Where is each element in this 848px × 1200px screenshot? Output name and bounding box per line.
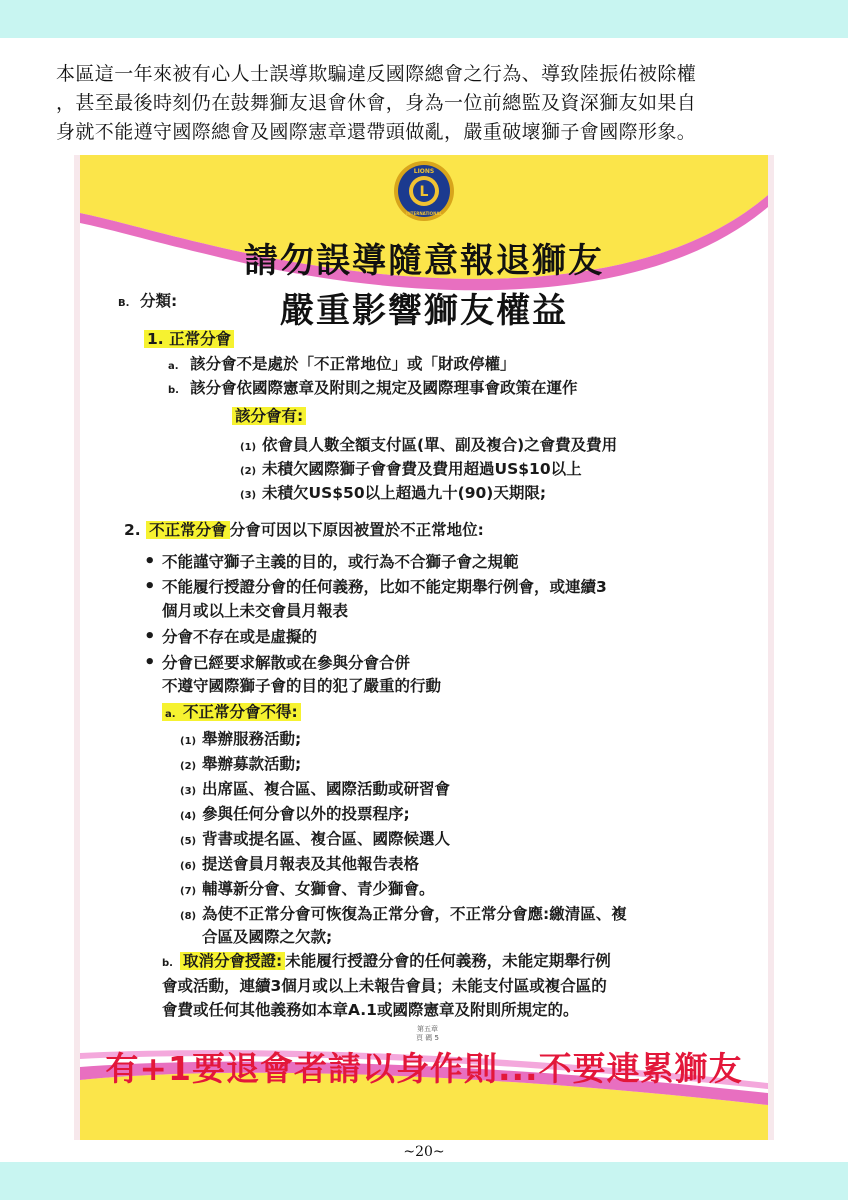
- abnormal-b-line: 會費或任何其他義務如本章A.1或國際憲章及附則所規定的。: [162, 1001, 579, 1019]
- item-text: 舉辦募款活動;: [202, 755, 302, 773]
- intro-line: ，甚至最後時刻仍在鼓舞獅友退會休會，身為一位前總監及資深獅友如果自: [56, 92, 697, 114]
- abnormal-a-item: [180, 753, 301, 778]
- abnormal-a-item-cont: 合區及國際之欠款;: [202, 928, 333, 946]
- b-text: 未能履行授證分會的任何義務，未能定期舉行例: [285, 952, 611, 970]
- poster-slogan: 有+1要退會者請以身作則...不要連累獅友: [105, 1049, 743, 1088]
- logo-bottom-text: INTERNATIONAL: [405, 211, 443, 216]
- item-text: 該分會依國際憲章及附則之規定及國際理事會政策在運作: [190, 379, 578, 397]
- normal-sub-item-1: [240, 434, 617, 459]
- normal-item-b: [168, 377, 578, 402]
- bullet-text: 不能謹守獅子主義的目的，或行為不合獅子會之規範: [162, 553, 519, 571]
- a-title-text: 不正常分會不得:: [183, 703, 298, 721]
- poster-headline-1: 請勿誤導隨意報退獅友: [244, 241, 604, 281]
- item-mark: (2): [240, 466, 257, 477]
- abnormal-bullet-cont: 不遵守國際獅子會的目的犯了嚴重的行動: [162, 677, 442, 695]
- abnormal-bullet: [144, 551, 519, 573]
- abnormal-a-item: [180, 853, 419, 878]
- item-mark: (1): [180, 736, 197, 747]
- abnormal-b-line: 會或活動，連續3個月或以上未報告會員；未能支付區或複合區的: [162, 977, 607, 995]
- item-mark: (3): [180, 786, 197, 797]
- logo-letter: L: [419, 184, 429, 200]
- abnormal-a-heading: [162, 701, 301, 726]
- page-number: ~20~: [403, 1144, 445, 1160]
- normal-item-a: [168, 353, 516, 378]
- abnormal-a-item: [180, 803, 410, 828]
- normal-sub-item-2: [240, 458, 582, 483]
- item-mark: a.: [168, 361, 179, 372]
- normal-club-title: [144, 328, 234, 350]
- highlighted-title: 該分會有:: [232, 407, 306, 425]
- item-mark: (4): [180, 811, 197, 822]
- abnormal-bullet: [144, 626, 317, 648]
- item-text: 背書或提名區、複合區、國際候選人: [202, 830, 451, 848]
- bullet-dot: •: [144, 576, 156, 597]
- item-text: 輔導新分會、女獅會、青少獅會。: [202, 880, 435, 898]
- abnormal-intro-text: 分會可因以下原因被置於不正常地位:: [229, 521, 484, 539]
- highlighted-title: 不正常分會: [146, 521, 230, 539]
- item-mark: (7): [180, 886, 197, 897]
- item-mark: b.: [168, 385, 179, 396]
- poster-image: [74, 155, 774, 1140]
- abnormal-club-intro: [124, 519, 484, 541]
- abnormal-bullet-cont: 個月或以上未交會員月報表: [162, 602, 349, 620]
- top-band: [0, 0, 848, 38]
- item-text: 為使不正常分會可恢復為正常分會，不正常分會應:繳清區、複: [202, 905, 627, 923]
- bullet-text: 分會已經要求解散或在參與分會合併: [162, 654, 411, 672]
- bullet-dot: •: [144, 652, 156, 673]
- poster-content: [80, 155, 768, 1140]
- item-text: 未積欠國際獅子會會費及費用超過US$10以上: [262, 460, 582, 478]
- abnormal-a-item: [180, 828, 450, 853]
- item-text: 該分會不是處於「不正常地位」或「財政停權」: [190, 355, 516, 373]
- item-text: 舉辦服務活動;: [202, 730, 302, 748]
- abnormal-bullet: [144, 652, 410, 674]
- abnormal-a-item: [180, 728, 301, 753]
- item-mark: (5): [180, 836, 197, 847]
- abnormal-a-item: [180, 878, 435, 903]
- item-mark: b.: [162, 958, 173, 969]
- item-mark: (6): [180, 861, 197, 872]
- abnormal-prefix: 2.: [124, 521, 141, 539]
- highlighted-title: 取消分會授證:: [180, 952, 285, 970]
- intro-line: 身就不能遵守國際總會及國際憲章還帶頭做亂，嚴重破壞獅子會國際形象。: [56, 121, 697, 143]
- section-mark: B.: [118, 298, 130, 309]
- intro-line: 本區這一年來被有心人士誤導欺騙違反國際總會之行為、導致陸振佑被除權: [56, 63, 697, 85]
- item-mark: (1): [240, 442, 257, 453]
- section-b-heading: [118, 290, 177, 315]
- item-text: 提送會員月報表及其他報告表格: [202, 855, 420, 873]
- item-text: 依會員人數全額支付區(單、副及複合)之會費及費用: [262, 436, 618, 454]
- tiny-text: 頁 碼 5: [416, 1034, 439, 1042]
- lions-logo-icon: [392, 159, 456, 223]
- normal-sub-item-3: [240, 482, 546, 507]
- tiny-text: 第五章: [416, 1025, 438, 1033]
- item-text: 未積欠US$50以上超過九十(90)天期限;: [262, 484, 547, 502]
- highlighted-title: 1. 正常分會: [144, 330, 234, 348]
- bullet-dot: •: [144, 551, 156, 572]
- logo-top-text: LIONS: [413, 168, 435, 175]
- abnormal-a-item: [180, 903, 627, 928]
- poster-headline-2: 嚴重影響獅友權益: [280, 291, 568, 331]
- intro-paragraph: [56, 60, 796, 147]
- item-text: 參與任何分會以外的投票程序;: [202, 805, 410, 823]
- highlighted-title: [162, 703, 301, 721]
- item-mark: a.: [165, 709, 176, 720]
- abnormal-bullet: [144, 576, 607, 598]
- bottom-band: [0, 1162, 848, 1200]
- normal-has-title: [232, 405, 306, 427]
- item-mark: (2): [180, 761, 197, 772]
- abnormal-b-line: [162, 950, 611, 975]
- bullet-text: 不能履行授證分會的任何義務，比如不能定期舉行例會，或連續3: [162, 578, 607, 596]
- item-text: 出席區、複合區、國際活動或研習會: [202, 780, 451, 798]
- bullet-text: 分會不存在或是虛擬的: [162, 628, 318, 646]
- section-label: 分類:: [140, 292, 178, 310]
- item-mark: (8): [180, 911, 197, 922]
- item-mark: (3): [240, 490, 257, 501]
- abnormal-a-item: [180, 778, 450, 803]
- bullet-dot: •: [144, 626, 156, 647]
